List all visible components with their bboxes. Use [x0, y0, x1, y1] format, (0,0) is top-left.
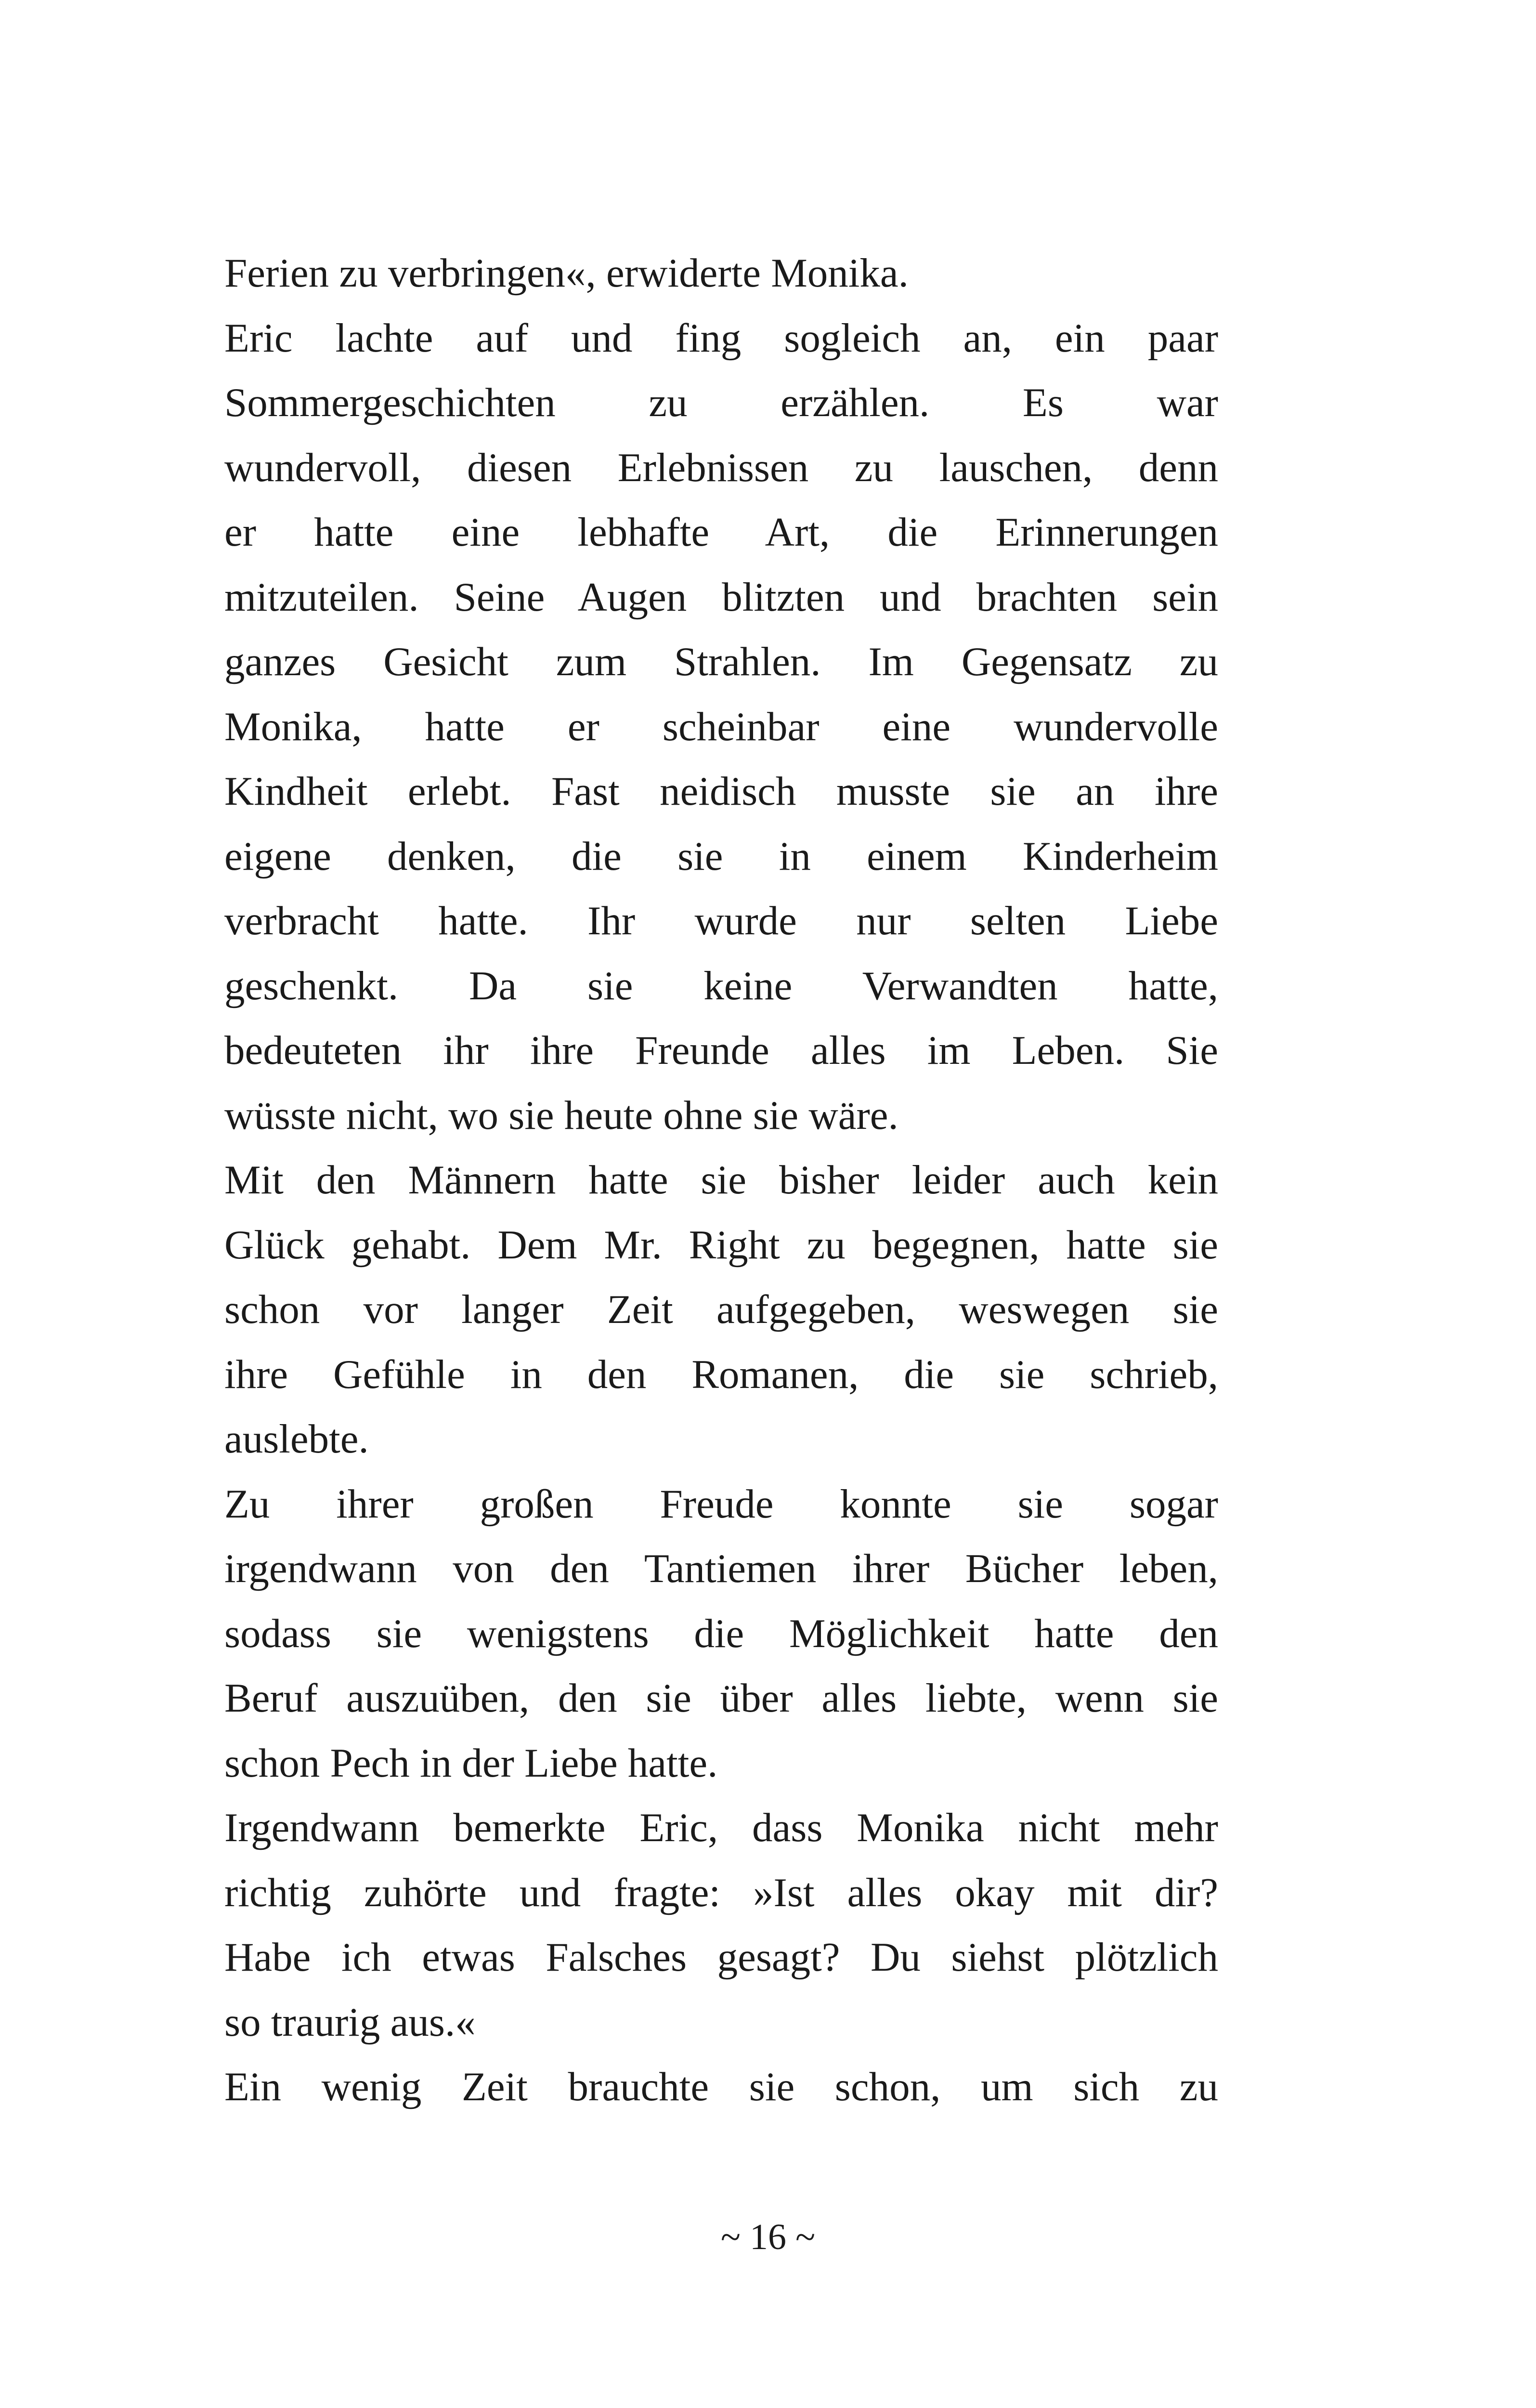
text-line: geschenkt. Da sie keine Verwandten hatte,	[224, 963, 1218, 1008]
text-line: Kindheit erlebt. Fast neidisch musste sie an ihre	[224, 769, 1218, 814]
text-line: Zu ihrer großen Freude konnte sie sogar	[224, 1481, 1218, 1527]
text-line: so traurig aus.«	[224, 1999, 476, 2045]
text-line: Ferien zu verbringen«, erwiderte Monika.	[224, 250, 909, 296]
text-line: Eric lachte auf und fing sogleich an, ein paar	[224, 315, 1218, 361]
text-line: schon Pech in der Liebe hatte.	[224, 1740, 718, 1786]
text-line: verbracht hatte. Ihr wurde nur selten Liebe	[224, 898, 1218, 943]
body-text	[224, 241, 1218, 2120]
text-line: sodass sie wenigstens die Möglichkeit hatte den	[224, 1610, 1218, 1656]
text-line: Monika, hatte er scheinbar eine wundervolle	[224, 704, 1218, 749]
text-line: richtig zuhörte und fragte: »Ist alles okay mit dir?	[224, 1870, 1218, 1915]
text-line: mitzuteilen. Seine Augen blitzten und brachten sein	[224, 574, 1218, 620]
text-line: Beruf auszuüben, den sie über alles liebte, wenn sie	[224, 1675, 1218, 1721]
text-line: wundervoll, diesen Erlebnissen zu lauschen, denn	[224, 445, 1218, 490]
text-line: eigene denken, die sie in einem Kinderheim	[224, 833, 1218, 879]
text-line: Habe ich etwas Falsches gesagt? Du siehst plötzlich	[224, 1935, 1218, 1980]
text-line: Mit den Männern hatte sie bisher leider auch kein	[224, 1157, 1218, 1203]
text-line: er hatte eine lebhafte Art, die Erinnerungen	[224, 510, 1218, 555]
text-line: ihre Gefühle in den Romanen, die sie schrieb,	[224, 1351, 1218, 1397]
page-number: ~ 16 ~	[720, 2217, 816, 2257]
text-line: Ein wenig Zeit brauchte sie schon, um sich zu	[224, 2064, 1218, 2109]
text-line: Glück gehabt. Dem Mr. Right zu begegnen, hatte sie	[224, 1222, 1218, 1268]
text-line: auslebte.	[224, 1416, 369, 1462]
text-line: Irgendwann bemerkte Eric, dass Monika nicht mehr	[224, 1805, 1218, 1850]
text-line: irgendwann von den Tantiemen ihrer Bücher leben,	[224, 1546, 1218, 1591]
text-line: ganzes Gesicht zum Strahlen. Im Gegensatz zu	[224, 639, 1218, 684]
text-line: Sommergeschichten zu erzählen. Es war	[224, 380, 1218, 425]
text-line: wüsste nicht, wo sie heute ohne sie wäre.	[224, 1092, 898, 1138]
text-line: bedeuteten ihr ihre Freunde alles im Leben. Sie	[224, 1028, 1218, 1073]
text-line: schon vor langer Zeit aufgegeben, weswegen sie	[224, 1287, 1218, 1332]
